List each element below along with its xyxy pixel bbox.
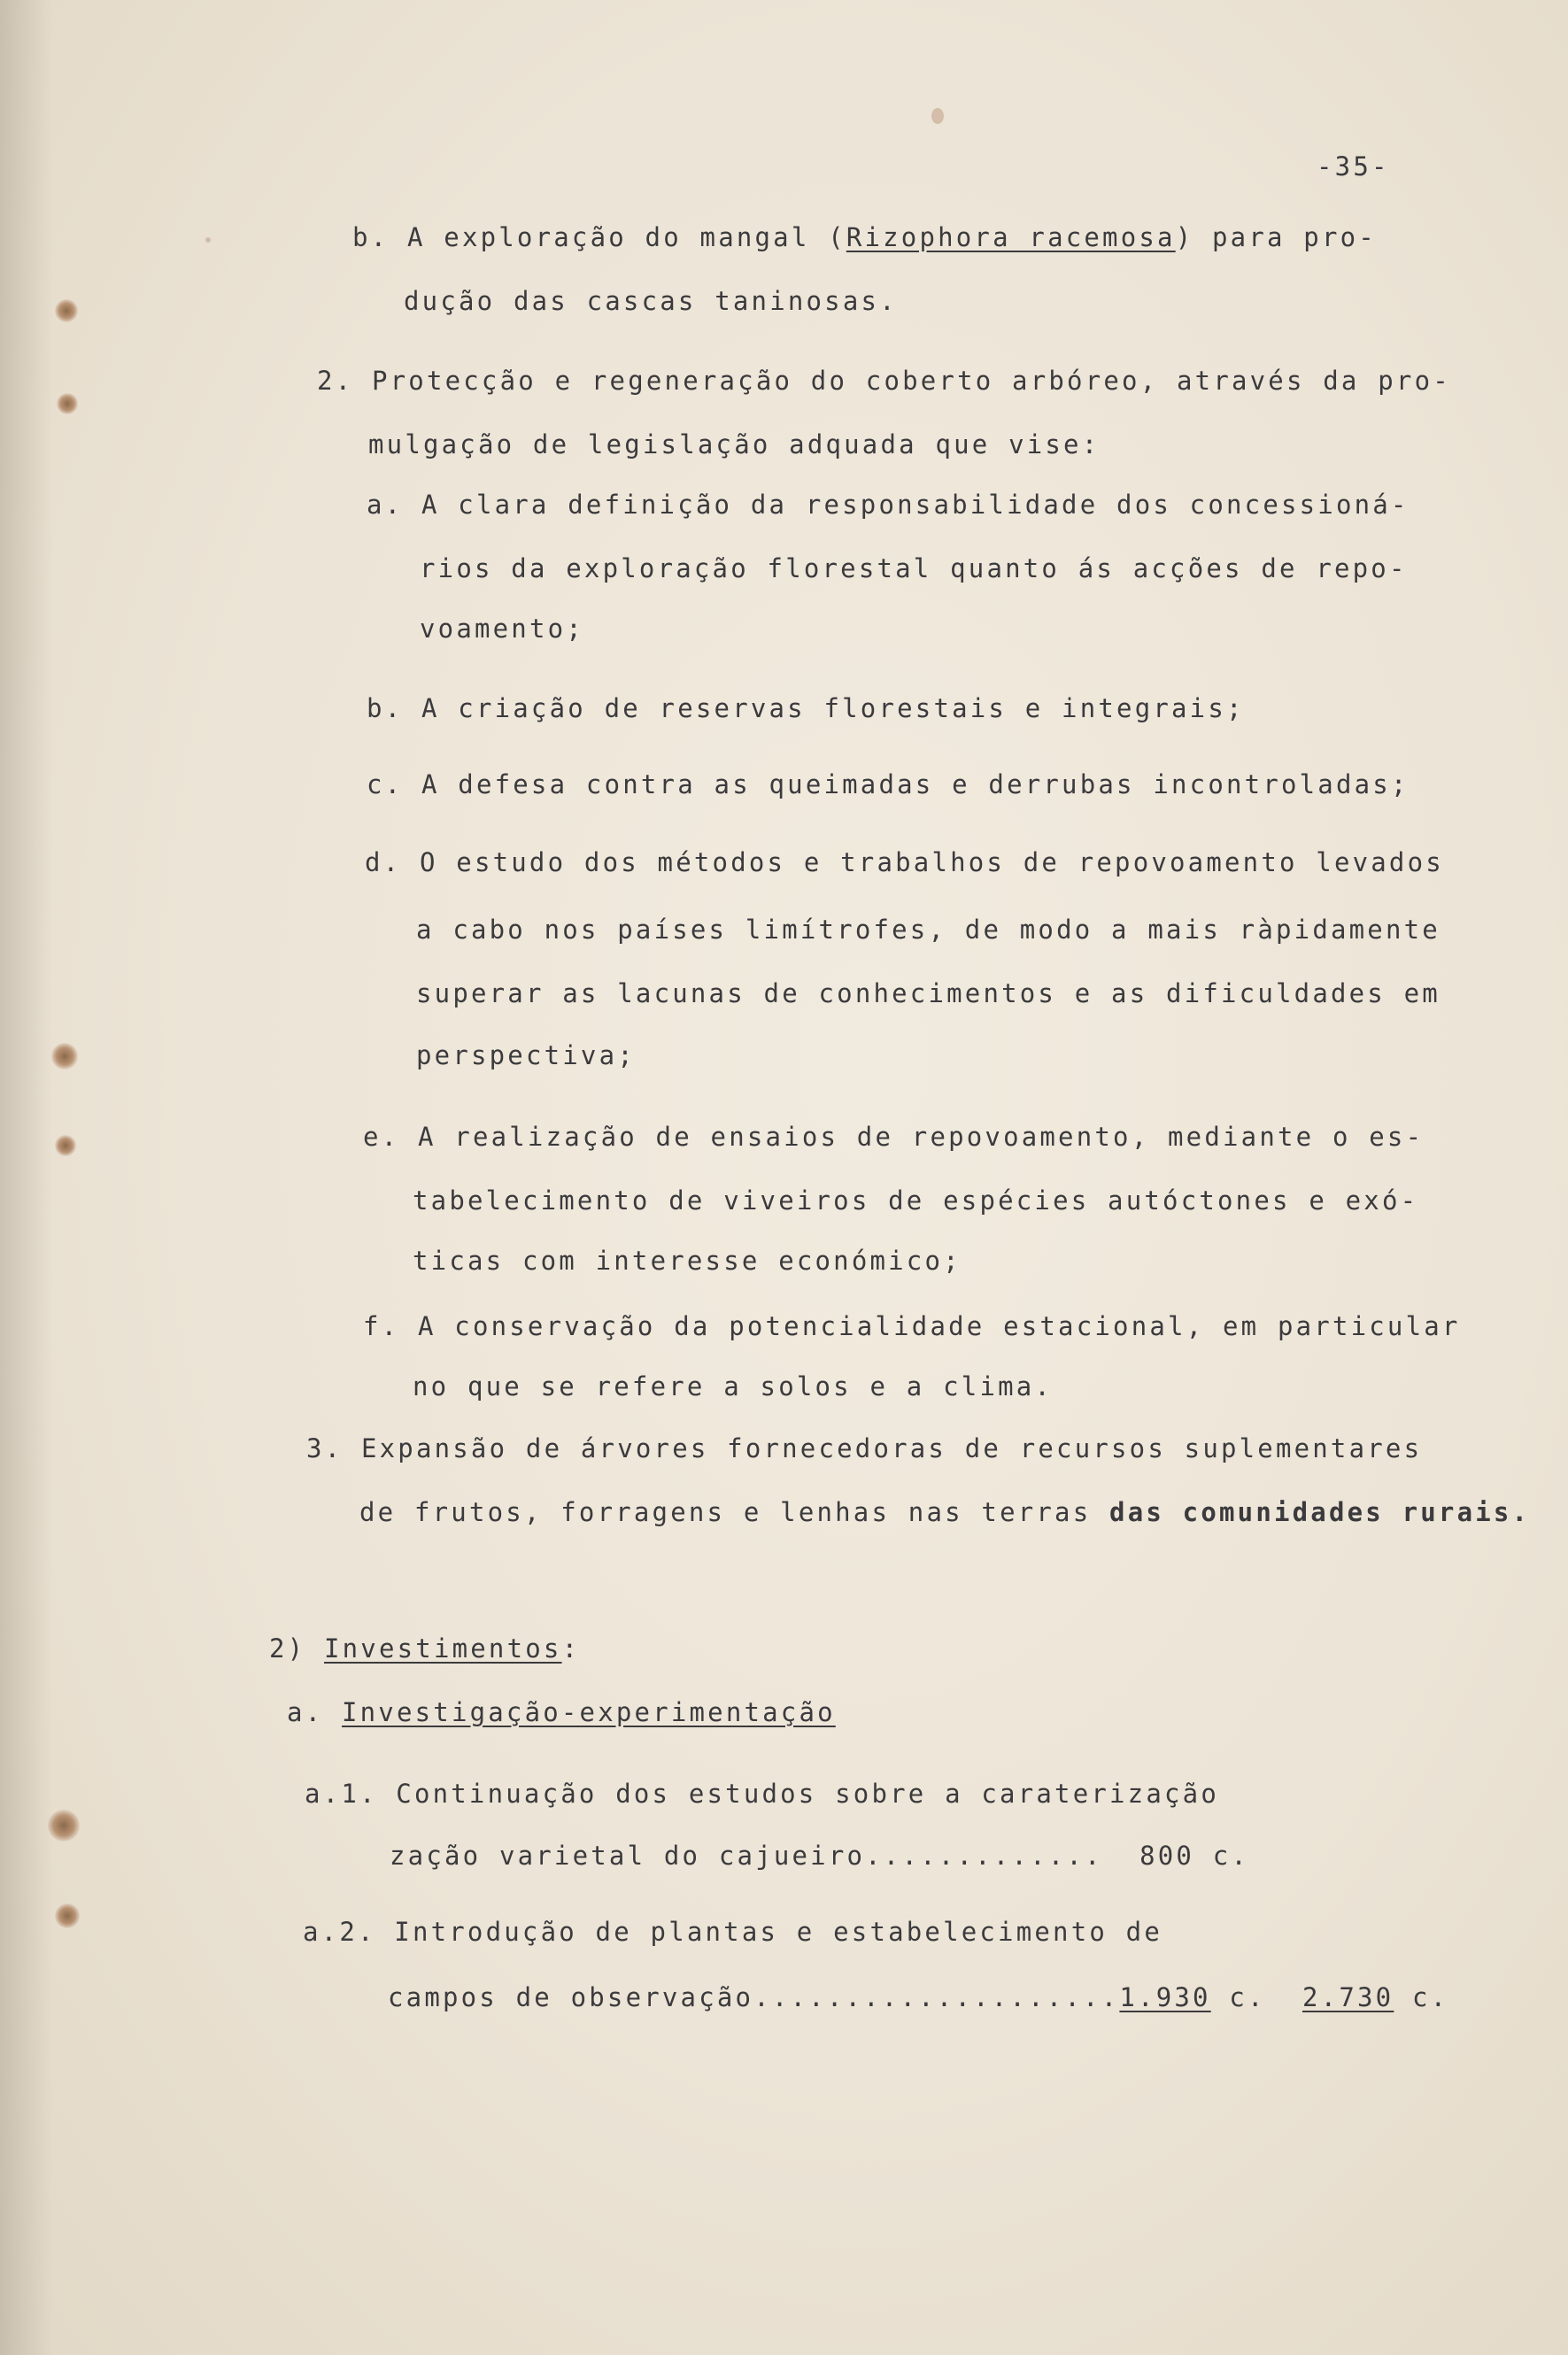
text-segment: c. [1394, 1982, 1449, 2012]
punch-hole [55, 1903, 80, 1928]
text-segment: c. [1210, 1982, 1266, 2012]
section-title: Investimentos [323, 1633, 562, 1664]
item-a2-cost-line [388, 1981, 1448, 2013]
item-a1: a.1. Continuação dos estudos sobre a caraterização [305, 1779, 1219, 1809]
text-segment: b. A exploração do mangal ( [352, 222, 846, 252]
subsection-investigacao-heading [287, 1696, 836, 1728]
paper-stain [931, 108, 944, 124]
subitem-f: f. A conservação da potencialidade estacional, em particular [363, 1311, 1461, 1341]
punch-hole [55, 1135, 76, 1156]
text-line: dução das cascas taninosas. [404, 286, 898, 316]
section-investimentos-heading [269, 1633, 580, 1664]
item-b-mangal [352, 221, 1377, 253]
text-line: mulgação de legislação adquada que vise: [368, 429, 1101, 459]
item-a1-cost-line [390, 1840, 1249, 1872]
section-number: 2) [269, 1633, 324, 1664]
total-value: 2.730 [1302, 1982, 1394, 2012]
subitem-d: d. O estudo dos métodos e trabalhos de repovoamento levados [365, 847, 1444, 877]
subsection-letter: a. [287, 1697, 342, 1727]
text-line: a cabo nos países limítrofes, de modo a mais ràpidamente [416, 915, 1441, 945]
text-line: perspectiva; [416, 1040, 636, 1070]
text-line: superar as lacunas de conhecimentos e as dificuldades em [416, 978, 1441, 1008]
text-line: no que se refere a solos e a clima. [413, 1371, 1054, 1401]
subitem-b: b. A criação de reservas florestais e integrais; [367, 693, 1245, 723]
cost-value: 1.930 [1119, 1982, 1211, 2012]
punch-hole [51, 1043, 78, 1069]
text-line: rios da exploração florestal quanto ás acções de repo- [420, 553, 1408, 583]
item-3-expansion: 3. Expansão de árvores fornecedoras de recursos suplementares [306, 1433, 1423, 1463]
subitem-e: e. A realização de ensaios de repovoamento, mediante o es- [363, 1122, 1425, 1152]
subsection-title: Investigação-experimentação [341, 1697, 836, 1727]
text-segment: : [561, 1633, 581, 1664]
text-segment: zação varietal do cajueiro............. [390, 1841, 1103, 1871]
subitem-a: a. A clara definição da responsabilidade dos concessioná- [367, 490, 1410, 520]
text-line: ticas com interesse económico; [413, 1246, 962, 1276]
page-number: -35- [1317, 151, 1390, 181]
punch-hole [48, 1810, 80, 1842]
page-edge-shadow [0, 0, 53, 2355]
cost-value: 800 c. [1139, 1841, 1250, 1871]
text-line: voamento; [420, 614, 584, 644]
text-segment: campos de observação.................... [388, 1982, 1120, 2012]
text-line: tabelecimento de viveiros de espécies autóctones e exó- [413, 1185, 1419, 1216]
punch-hole [57, 393, 78, 414]
text-segment: de frutos, forragens e lenhas nas terras [359, 1497, 1110, 1527]
text-line [359, 1496, 1530, 1528]
text-segment-bold: das comunidades rurais. [1109, 1497, 1531, 1527]
text-segment: ) para pro- [1175, 222, 1377, 252]
item-a2: a.2. Introdução de plantas e estabelecimento de [303, 1917, 1162, 1947]
item-2-protection: 2. Protecção e regeneração do coberto arbóreo, através da pro- [317, 366, 1451, 396]
subitem-c: c. A defesa contra as queimadas e derrubas incontroladas; [367, 769, 1410, 799]
paper-speck [205, 237, 211, 243]
punch-hole [55, 299, 78, 322]
species-name: Rizophora racemosa [846, 222, 1176, 252]
